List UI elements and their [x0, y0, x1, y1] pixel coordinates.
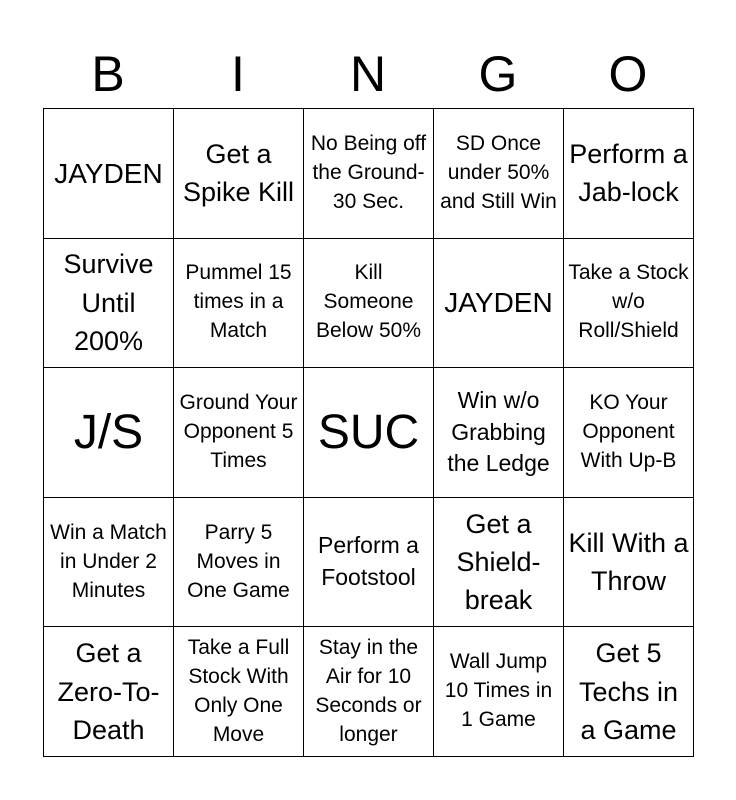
bingo-cell[interactable] [434, 239, 564, 369]
bingo-cell-text: SD Once under 50% and Still Win [440, 131, 557, 213]
header-letter-i: I [231, 46, 245, 102]
bingo-cell-text: Win w/o Grabbing the Ledge [447, 386, 550, 477]
bingo-cell[interactable] [564, 368, 694, 498]
bingo-cell-free-space[interactable] [304, 368, 434, 498]
bingo-cell-text: Pummel 15 times in a Match [185, 261, 292, 343]
bingo-cell[interactable] [174, 109, 304, 239]
bingo-cell-text: Get 5 Techs in a Game [578, 638, 679, 745]
bingo-cell[interactable] [434, 498, 564, 628]
bingo-cell-text: Wall Jump 10 Times in 1 Game [444, 650, 553, 732]
bingo-cell-text: Stay in the Air for 10 Seconds or longer [315, 635, 422, 746]
bingo-cell[interactable] [434, 109, 564, 239]
header-letter-b: B [91, 46, 125, 102]
header-letter-g: G [478, 46, 518, 102]
bingo-cell-text: Kill Someone Below 50% [315, 261, 422, 343]
bingo-cell-text: Get a Spike Kill [182, 138, 295, 208]
header-letter-o: O [608, 46, 648, 102]
bingo-cell[interactable] [174, 498, 304, 628]
bingo-cell-text: Get a Shield-break [456, 508, 541, 616]
bingo-cell-text: Survive Until 200% [63, 249, 154, 357]
bingo-cell-text: Get a Zero-To-Death [57, 638, 160, 745]
bingo-cell[interactable] [44, 368, 174, 498]
bingo-cell-text: Parry 5 Moves in One Game [187, 520, 290, 602]
bingo-cell[interactable] [44, 239, 174, 369]
bingo-cell[interactable] [44, 109, 174, 239]
bingo-cell[interactable] [174, 627, 304, 757]
bingo-cell[interactable] [564, 498, 694, 628]
bingo-cell-text: KO Your Opponent With Up-B [580, 391, 677, 472]
bingo-cell-text: SUC [317, 405, 420, 459]
bingo-cell[interactable] [564, 627, 694, 757]
bingo-cell-text: Kill With a Throw [568, 527, 689, 597]
bingo-cell[interactable] [304, 239, 434, 369]
bingo-cell[interactable] [564, 239, 694, 369]
bingo-cell-text: Take a Full Stock With Only One Move [187, 635, 290, 746]
bingo-cell-text: J/S [73, 405, 144, 459]
bingo-cell[interactable] [304, 109, 434, 239]
bingo-cell-text: JAYDEN [444, 287, 553, 319]
bingo-cell[interactable] [304, 498, 434, 628]
bingo-cell-text: JAYDEN [54, 157, 163, 189]
bingo-header [43, 40, 693, 108]
bingo-cell[interactable] [174, 239, 304, 369]
bingo-cell[interactable] [44, 498, 174, 628]
bingo-cell-text: Perform a Jab-lock [569, 138, 688, 208]
bingo-cell[interactable] [174, 368, 304, 498]
bingo-card-grid [43, 108, 694, 757]
bingo-cell[interactable] [434, 368, 564, 498]
bingo-cell[interactable] [434, 627, 564, 757]
bingo-cell-text: Win a Match in Under 2 Minutes [50, 520, 167, 602]
bingo-cell[interactable] [564, 109, 694, 239]
bingo-cell-text: Take a Stock w/o Roll/Shield [568, 261, 689, 343]
header-letter-n: N [349, 46, 387, 102]
bingo-cell[interactable] [304, 627, 434, 757]
bingo-cell-text: Ground Your Opponent 5 Times [179, 391, 298, 472]
bingo-cell-text: No Being off the Ground-30 Sec. [310, 131, 427, 213]
bingo-cell[interactable] [44, 627, 174, 757]
bingo-cell-text: Perform a Footstool [318, 532, 419, 591]
